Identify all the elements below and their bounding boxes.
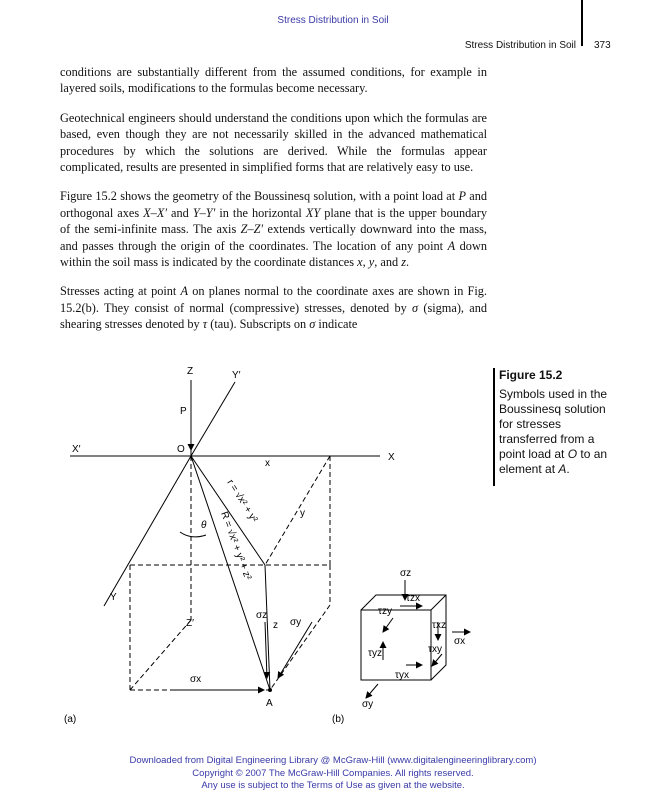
label-R-equation: R = √x² + y² + z²: [218, 510, 254, 582]
page-number: 373: [594, 40, 611, 51]
p4-text: indicate: [315, 317, 358, 332]
footer-terms[interactable]: Any use is subject to the Terms of Use as given at the website.: [201, 780, 465, 791]
point-A-dot: [268, 688, 272, 692]
p3-text: down within the soil mass is indicated by the coordinate distances: [60, 238, 487, 270]
label-b-tau-xz: τxz: [432, 620, 446, 631]
label-X-prime: X′: [72, 444, 81, 455]
sigma-z-arrow: [265, 622, 267, 678]
label-sigma-z: σz: [256, 610, 268, 621]
p4-text: on planes normal to the coordinate axes are shown in Fig. 15.2(b). They consist of normal (compressive) stresses, denoted by: [60, 284, 488, 315]
p3-var-XX: X–X′: [143, 205, 168, 220]
label-part-a: (a): [64, 714, 77, 725]
caption-text: .: [566, 462, 570, 476]
p4-text: Stresses acting at point: [60, 284, 181, 299]
p3-text: extends vertically downward into the mass, and passes through the origin of the coordinates. The location of any point: [60, 222, 487, 253]
running-title: Stress Distribution in Soil: [464, 40, 576, 51]
label-y: y: [300, 508, 305, 519]
label-Y: Y: [110, 592, 117, 603]
label-Z: Z: [187, 366, 194, 377]
p3-text: plane that is the upper boundary of the semi-infinite mass. The axis: [60, 205, 487, 237]
p3-text: , and: [374, 255, 402, 270]
header-rule: [581, 0, 583, 46]
paragraph-4: [60, 283, 487, 332]
top-link[interactable]: Stress Distribution in Soil: [277, 15, 389, 26]
p3-var-P: P: [458, 189, 466, 204]
label-Z-prime: Z′: [186, 618, 194, 629]
label-r-equation: r = √x² + y²: [224, 477, 260, 525]
footer-download-link[interactable]: Downloaded from Digital Engineering Library @ McGraw-Hill (www.digitalengineeringlibrary.com): [129, 755, 537, 766]
box-edge: [130, 620, 191, 690]
p3-text: in the horizontal: [215, 205, 306, 220]
label-sigma-x: σx: [190, 674, 202, 685]
label-P: P: [180, 406, 187, 417]
label-b-sigma-x: σx: [454, 636, 466, 647]
label-z: z: [273, 620, 278, 631]
body-text: [60, 64, 487, 346]
p4-sym-tau: τ: [202, 317, 208, 332]
label-A: A: [266, 698, 273, 709]
label-X: X: [388, 452, 395, 463]
footer-copyright: Copyright © 2007 The McGraw-Hill Companies. All rights reserved.: [192, 767, 474, 779]
label-b-sigma-y: σy: [362, 699, 374, 710]
paragraph-1: conditions are substantially different from the assumed conditions, for example in layered soils, modifications to the formulas become necessary.: [60, 65, 487, 96]
footer: [0, 755, 666, 793]
caption-text: to an element at: [499, 447, 608, 476]
p3-text: Figure 15.2 shows the geometry of the Boussinesq solution, with a point load at: [60, 189, 459, 204]
label-Y-prime: Y′: [232, 370, 241, 381]
figure-caption: [499, 368, 614, 477]
label-b-tau-yx: τyx: [395, 670, 409, 681]
label-b-tau-xy: τxy: [428, 644, 442, 655]
p3-var-YY: Y–Y′: [192, 205, 216, 220]
z-line: [265, 565, 270, 690]
boussinesq-diagram: [60, 360, 480, 725]
label-O: O: [177, 444, 185, 455]
p3-var-y: y: [368, 255, 375, 270]
label-x: x: [265, 458, 270, 469]
caption-var-O: O: [567, 447, 578, 461]
p4-sym-sigma: σ: [412, 300, 419, 315]
caption-text: Symbols used in the Boussinesq solution for stresses transferred from a point load at: [499, 387, 608, 461]
p3-text: .: [406, 255, 410, 270]
y-axis-line: [104, 456, 191, 606]
label-part-b: (b): [332, 714, 345, 725]
p3-var-ZZ: Z–Z′: [240, 222, 264, 237]
p3-var-z: z: [401, 255, 406, 270]
y-prime-axis: [191, 382, 235, 456]
figure-15-2: [60, 360, 480, 725]
p4-sym-sigma: σ: [309, 317, 316, 332]
caption-rule: [493, 368, 495, 486]
p3-text: and orthogonal axes: [60, 189, 487, 220]
sigma-y-arrow: [278, 622, 312, 678]
p4-var-A: A: [180, 284, 189, 299]
p3-var-XY: XY: [305, 205, 321, 220]
element-edge: [431, 595, 446, 610]
p3-var-x: x: [357, 255, 363, 270]
label-b-tau-yz: τyz: [368, 648, 382, 659]
theta-arc: [180, 532, 206, 537]
p3-text: and: [167, 205, 193, 220]
b-tau-zy-arrow: [383, 618, 393, 632]
label-b-tau-zy: τzy: [378, 606, 392, 617]
label-b-tau-zx: τzx: [406, 593, 420, 604]
b-sigma-y-arrow: [366, 684, 378, 698]
b-tau-xy-arrow: [432, 654, 442, 666]
label-theta: θ: [201, 520, 207, 531]
paragraph-2: Geotechnical engineers should understand the conditions upon which the formulas are based, even though they are not necessarily skilled in the advanced mathematical procedures by which the solutions are derived. While the formulas appear complicated, results are presented in simplified forms that are relatively easy to use.: [60, 110, 487, 175]
label-b-sigma-z: σz: [400, 568, 412, 579]
p4-text: (tau). Subscripts on: [207, 317, 310, 332]
caption-title: Figure 15.2: [499, 368, 563, 382]
box-edge: [265, 456, 330, 565]
paragraph-3: [60, 188, 487, 270]
p4-text: (sigma), and shearing stresses denoted by: [60, 300, 487, 332]
label-sigma-y: σy: [290, 617, 302, 628]
caption-var-A: A: [558, 462, 567, 476]
p3-var-A: A: [447, 238, 456, 253]
p3-text: ,: [362, 255, 369, 270]
